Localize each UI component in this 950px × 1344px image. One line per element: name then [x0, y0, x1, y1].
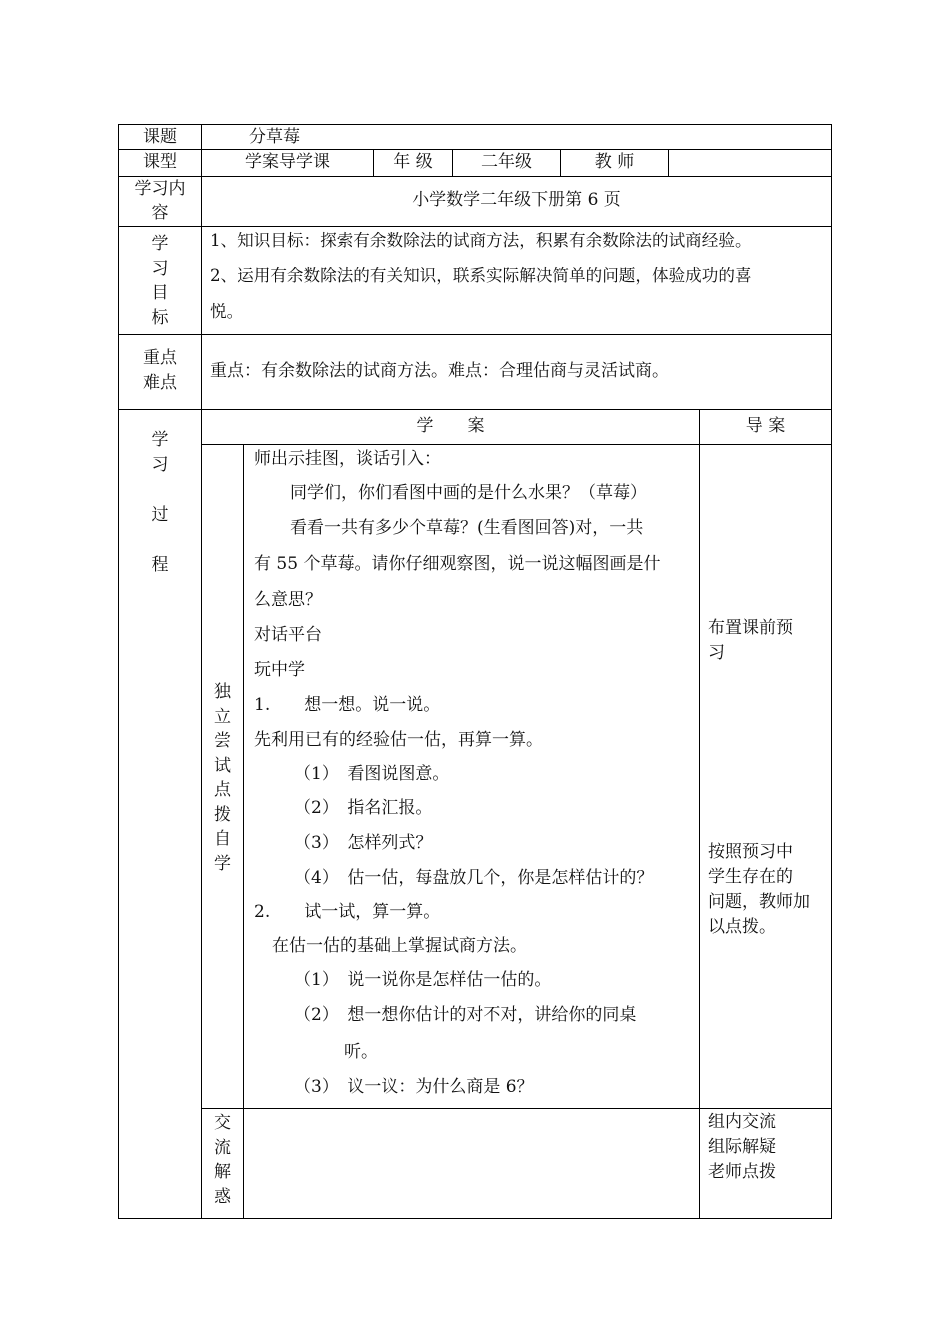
- guide-note: 老师点拨: [708, 1162, 776, 1182]
- rule: [201, 444, 832, 445]
- section-label-discussion: 交 流 解 惑: [214, 1113, 231, 1207]
- process-label: 习: [151, 455, 169, 475]
- process-label: 程: [151, 555, 169, 575]
- goal-line: 2、运用有余数除法的有关知识，联系实际解决简单的问题，体验成功的喜: [210, 266, 752, 285]
- grade-value: 二年级: [481, 152, 532, 172]
- lesson-line: （1） 看图说图意。: [294, 764, 450, 784]
- lesson-line: 对话平台: [254, 625, 322, 645]
- lesson-line: 玩中学: [254, 660, 305, 680]
- course-value: 分草莓: [249, 127, 300, 147]
- lesson-line: （3） 怎样列式？: [294, 833, 433, 853]
- rule: [201, 124, 202, 1219]
- lesson-line: 看看一共有多少个草莓？(生看图回答)对，一共: [290, 518, 644, 538]
- guide-note: 组际解疑: [708, 1137, 776, 1157]
- keypoints-label: 难点: [143, 373, 177, 393]
- lesson-line: （2） 指名汇报。: [294, 798, 433, 818]
- lesson-line: （2） 想一想你估计的对不对，讲给你的同桌: [294, 1005, 637, 1025]
- guide-note: 习: [708, 643, 725, 663]
- guide-note: 问题，教师加: [708, 892, 810, 912]
- goal-line: 悦。: [210, 302, 244, 321]
- content-label: 容: [151, 203, 169, 223]
- guide-note: 布置课前预: [708, 618, 793, 638]
- lesson-line: 师出示挂图，谈话引入：: [254, 449, 441, 469]
- goals-label: 学 习 目 标: [151, 234, 169, 328]
- lesson-line: 1. 想一想。说一说。: [254, 695, 441, 715]
- section-label-self-study: 独 立 尝 试 点 拨 自 学: [214, 682, 231, 874]
- content-label: 学习内: [134, 179, 186, 199]
- rule: [668, 149, 669, 176]
- rule: [118, 176, 832, 177]
- lesson-line: 2. 试一试，算一算。: [254, 902, 441, 922]
- lesson-line: 么意思？: [254, 590, 322, 610]
- keypoints-label: 重点: [143, 348, 177, 368]
- type-label: 课型: [143, 152, 177, 172]
- lesson-line: 听。: [344, 1042, 378, 1062]
- lesson-line: 同学们，你们看图中画的是什么水果？（草莓）: [290, 483, 647, 503]
- lesson-line: 在估一估的基础上掌握试商方法。: [272, 936, 527, 956]
- keypoints-value: 重点：有余数除法的试商方法。难点：合理估商与灵活试商。: [210, 361, 669, 381]
- rule: [831, 124, 832, 1219]
- guide-note: 按照预习中: [708, 842, 793, 862]
- rule: [243, 444, 244, 1219]
- teacher-label: 教 师: [594, 152, 635, 172]
- rule: [118, 334, 832, 335]
- goal-line: 1、知识目标：探索有余数除法的试商方法，积累有余数除法的试商经验。: [210, 231, 752, 250]
- column-header-xuean: 学 案: [416, 416, 485, 436]
- lesson-line: （3） 议一议：为什么商是 6？: [294, 1077, 534, 1097]
- course-label: 课题: [143, 127, 177, 147]
- lesson-line: 先利用已有的经验估一估，再算一算。: [254, 730, 543, 750]
- column-header-daoan: 导 案: [745, 416, 786, 436]
- rule: [201, 1108, 832, 1109]
- rule: [699, 409, 700, 1219]
- process-label: 过: [151, 505, 169, 525]
- grade-label: 年 级: [393, 152, 433, 172]
- guide-note: 组内交流: [708, 1112, 776, 1132]
- process-label: 学: [151, 430, 169, 450]
- rule: [118, 124, 832, 125]
- rule: [118, 409, 832, 410]
- guide-note: 学生存在的: [708, 867, 793, 887]
- type-value: 学案导学课: [245, 152, 330, 172]
- rule: [118, 226, 832, 227]
- guide-note: 以点拨。: [708, 917, 776, 937]
- lesson-line: （4） 估一估，每盘放几个，你是怎样估计的？: [294, 868, 654, 888]
- lesson-line: 有 55 个草莓。请你仔细观察图，说一说这幅图画是什: [254, 554, 661, 574]
- rule: [118, 1218, 832, 1219]
- content-value: 小学数学二年级下册第 6 页: [412, 190, 621, 210]
- lesson-line: （1） 说一说你是怎样估一估的。: [294, 970, 552, 990]
